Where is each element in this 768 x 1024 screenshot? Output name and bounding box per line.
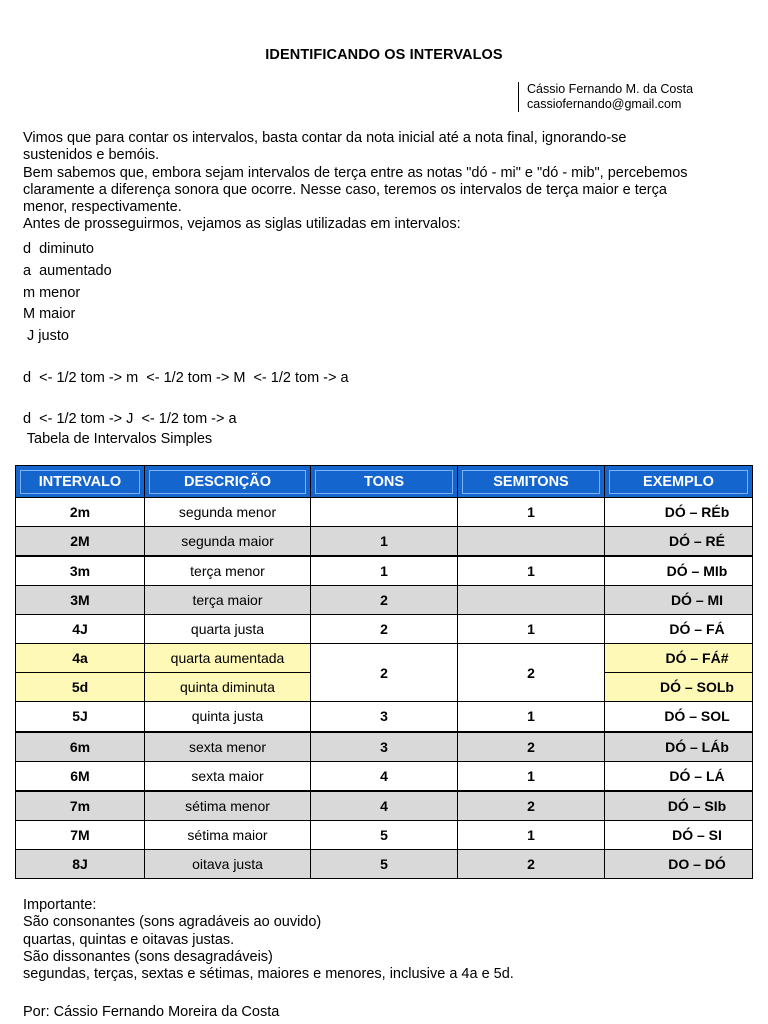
header-intervalo: INTERVALO [16,466,145,498]
cell-intervalo: 2m [16,498,145,527]
cell-tons: 1 [311,556,458,586]
cell-descricao: terça maior [145,586,311,615]
cell-descricao: quarta justa [145,615,311,644]
author-block [518,82,693,112]
cell-intervalo: 5d [16,673,145,702]
cell-exemplo: DÓ – FÁ [605,615,753,644]
cell-intervalo: 6m [16,732,145,762]
intro-paragraph [23,130,753,234]
cell-intervalo: 7M [16,820,145,849]
table-row [16,615,753,644]
cell-tons: 2 [311,586,458,615]
sigla-item: a aumentado [23,263,112,279]
table-row [16,761,753,791]
cell-descricao: oitava justa [145,849,311,878]
cell-descricao: segunda menor [145,498,311,527]
table-caption: Tabela de Intervalos Simples [23,431,213,447]
cell-semitons: 1 [458,556,605,586]
table-row [16,556,753,586]
page-title: IDENTIFICANDO OS INTERVALOS [265,47,503,63]
table-header-row [16,466,753,498]
signature: Por: Cássio Fernando Moreira da Costa [23,1004,280,1020]
cell-exemplo: DÓ – SOL [605,702,753,732]
intro-line: Vimos que para contar os intervalos, basta contar da nota inicial até a nota final, ignorando-se [23,130,627,146]
intro-line: Antes de prosseguirmos, vejamos as siglas utilizadas em intervalos: [23,216,461,233]
cell-descricao: sexta menor [145,732,311,762]
cell-descricao: sétima menor [145,791,311,821]
cell-intervalo: 7m [16,791,145,821]
sigla-item: J justo [23,328,69,344]
intro-line: menor, respectivamente. [23,199,182,216]
cell-descricao: segunda maior [145,527,311,557]
cell-exemplo: DO – DÓ [605,849,753,878]
cell-exemplo: DÓ – SI [605,820,753,849]
sigla-item: M maior [23,306,76,322]
cell-tons: 3 [311,732,458,762]
header-exemplo: EXEMPLO [605,466,753,498]
intro-line: claramente a diferença sonora que ocorre. Nesse caso, teremos os intervalos de terça maior e terça [23,181,667,198]
table-row [16,820,753,849]
cell-descricao: sexta maior [145,761,311,791]
table-row [16,586,753,615]
semitone-sequence-1: d <- 1/2 tom -> m <- 1/2 tom -> M <- 1/2 tom -> a [23,370,349,386]
footer-notes [23,897,753,983]
semitone-sequence-2: d <- 1/2 tom -> J <- 1/2 tom -> a [23,411,237,427]
cell-exemplo: DÓ – SIb [605,791,753,821]
cell-descricao: quinta justa [145,702,311,732]
cell-semitons: 2 [458,644,605,702]
cell-descricao: quinta diminuta [145,673,311,702]
cell-intervalo: 8J [16,849,145,878]
cell-intervalo: 6M [16,761,145,791]
sigla-item: d diminuto [23,241,94,257]
cell-intervalo: 4a [16,644,145,673]
cell-tons: 4 [311,761,458,791]
cell-semitons: 1 [458,615,605,644]
cell-semitons: 2 [458,849,605,878]
cell-tons: 5 [311,820,458,849]
cell-tons: 2 [311,615,458,644]
cell-intervalo: 4J [16,615,145,644]
intro-line: Bem sabemos que, embora sejam intervalos de terça entre as notas "dó - mi" e "dó - mib", percebemos [23,164,688,181]
cell-intervalo: 5J [16,702,145,732]
cell-semitons: 1 [458,702,605,732]
cell-exemplo: DÓ – MIb [605,556,753,586]
header-semitons: SEMITONS [458,466,605,498]
cell-descricao: sétima maior [145,820,311,849]
cell-exemplo: DÓ – SOLb [605,673,753,702]
cell-semitons: 2 [458,791,605,821]
cell-exemplo: DÓ – RÉ [605,527,753,557]
author-name: Cássio Fernando M. da Costa [527,82,694,96]
cell-exemplo: DÓ – FÁ# [605,644,753,673]
cell-semitons: 1 [458,498,605,527]
footer-line: Importante: [23,897,97,913]
header-descricao: DESCRIÇÃO [145,466,311,498]
cell-descricao: quarta aumentada [145,644,311,673]
header-tons: TONS [311,466,458,498]
cell-exemplo: DÓ – RÉb [605,498,753,527]
cell-exemplo: DÓ – LÁb [605,732,753,762]
cell-semitons: 1 [458,761,605,791]
footer-line: segundas, terças, sextas e sétimas, maiores e menores, inclusive a 4a e 5d. [23,966,514,983]
footer-line: quartas, quintas e oitavas justas. [23,931,235,948]
cell-semitons [458,527,605,557]
table-row [16,849,753,878]
cell-semitons [458,586,605,615]
table-row [16,527,753,557]
cell-exemplo: DÓ – MI [605,586,753,615]
cell-semitons: 2 [458,732,605,762]
sigla-item: m menor [23,285,81,301]
cell-intervalo: 2M [16,527,145,557]
author-email: cassiofernando@gmail.com [527,97,682,111]
cell-semitons: 1 [458,820,605,849]
table-row [16,791,753,821]
table-row [16,702,753,732]
cell-tons [311,498,458,527]
cell-exemplo: DÓ – LÁ [605,761,753,791]
footer-line: São consonantes (sons agradáveis ao ouvido) [23,914,322,931]
cell-intervalo: 3m [16,556,145,586]
table-row [16,498,753,527]
table-row [16,732,753,762]
footer-line: São dissonantes (sons desagradáveis) [23,948,273,965]
intervals-table [15,465,753,879]
cell-tons: 2 [311,644,458,702]
cell-descricao: terça menor [145,556,311,586]
intro-line: sustenidos e bemóis. [23,147,160,164]
cell-tons: 5 [311,849,458,878]
table-row [16,644,753,673]
cell-tons: 1 [311,527,458,557]
cell-intervalo: 3M [16,586,145,615]
cell-tons: 4 [311,791,458,821]
cell-tons: 3 [311,702,458,732]
